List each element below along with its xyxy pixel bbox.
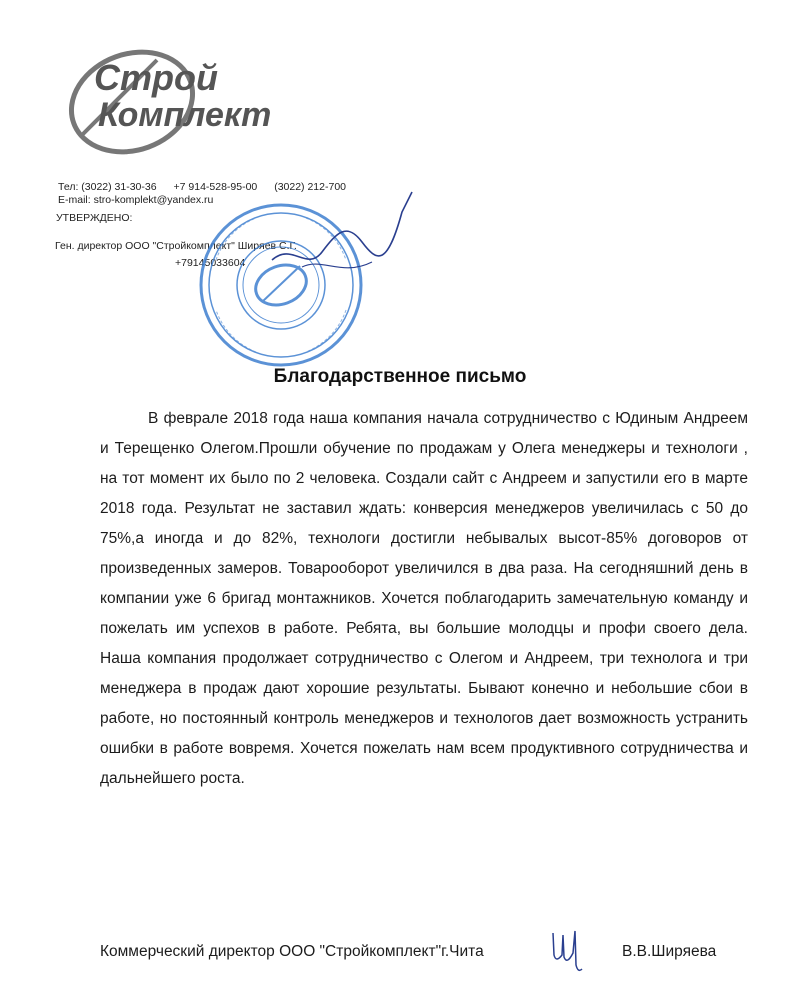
document-title: Благодарственное письмо: [273, 366, 527, 387]
signatory-name: В.В.Ширяева: [622, 943, 717, 960]
director-phone: +79145033604: [175, 257, 246, 269]
letter-paragraph: В феврале 2018 года наша компания начала сотрудничество с Юдиным Андреем и Терещенко Олегом.Прошли обучение по продажам у Олега менеджеры и технологи , на тот момент их было по 2 человека. Создали сайт с Андреем и запустили его в марте 2018 года. Результат не заставил ждать: конверсия менеджеров увеличилась с 50 до 75%,а иногда и до 82%, технологи достигли небывалых высот-85% договоров от произведенных замеров. Товарооборот увеличился в два раза. На сегодняшний день в компании уже 6 бригад монтажников. Хочется поблагодарить замечательную команду и пожелать им успехов в работе. Ребята, вы большие молодцы и профи своего дела. Наша компания продолжает сотрудничество с Олегом и Андреем, три технолога и три менеджера в продаж дают хорошие результаты. Бывают конечно и небольшие сбои в работе, но постоянный контроль менеджеров и технологов дает возможность устранить ошибки в работе вовремя. Хочется пожелать нам всем продуктивного сотрудничества и дальнейшего роста.: [100, 410, 748, 787]
signatory-position: Коммерческий директор ООО "Стройкомплект"г.Чита: [100, 943, 484, 960]
phone-extra: (3022) 212-700: [274, 181, 347, 193]
letter-body: [100, 404, 748, 794]
phone-mobile: +7 914-528-95-00: [173, 181, 258, 193]
email: E-mail: stro-komplekt@yandex.ru: [58, 194, 214, 206]
logo-text-komplekt: Комплект: [98, 96, 272, 134]
company-logo: [62, 40, 292, 160]
phone: Тел: (3022) 31-30-36: [58, 181, 157, 193]
director-line: Ген. директор ООО "Стройкомплект" Ширяев С.Г.: [55, 240, 297, 252]
approved-label: УТВЕРЖДЕНО:: [56, 212, 133, 224]
director-signature: [262, 182, 422, 292]
logo-text-stroy: Строй: [94, 57, 218, 98]
signatory-signature: [548, 925, 588, 975]
